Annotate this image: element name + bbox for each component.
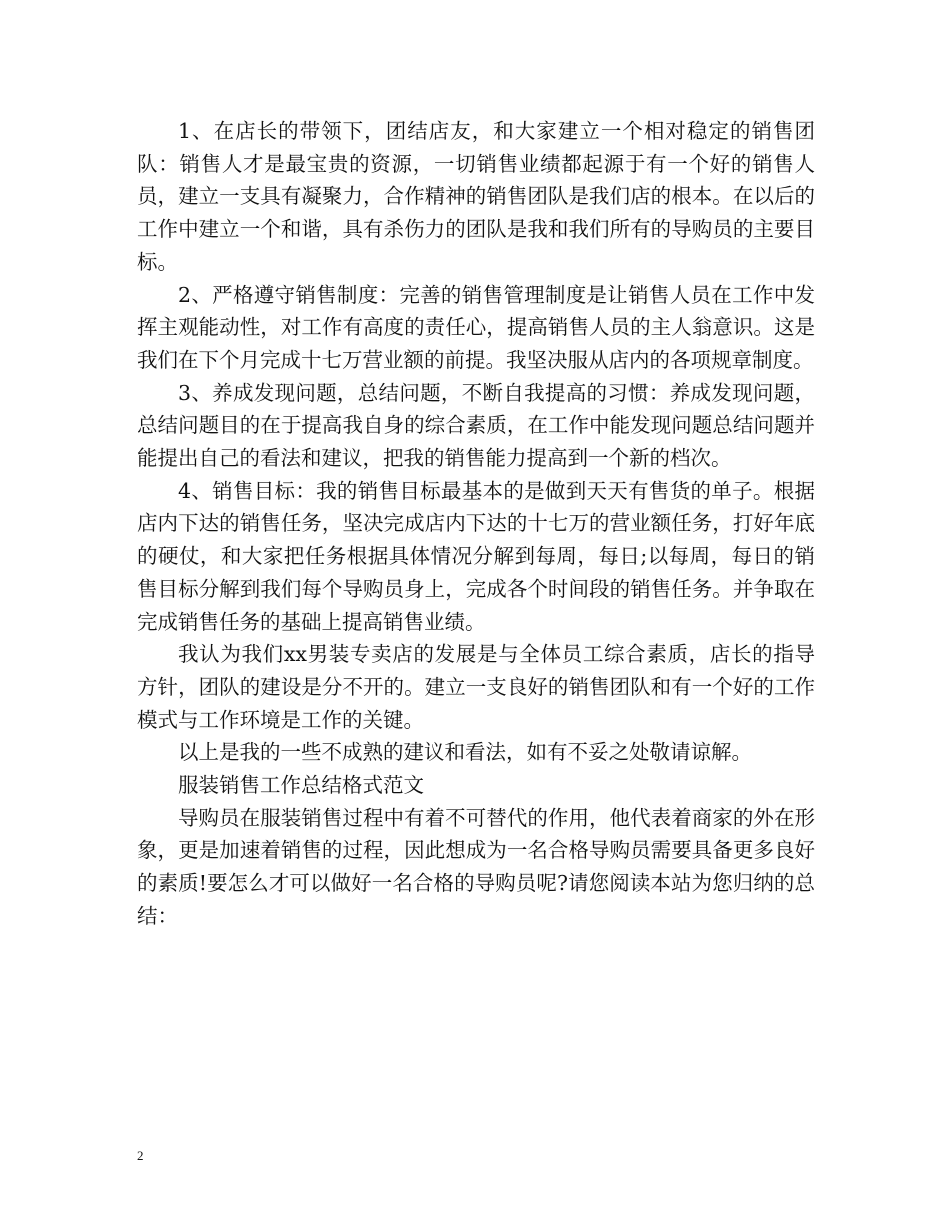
paragraph-item-2: 2、严格遵守销售制度：完善的销售管理制度是让销售人员在工作中发挥主观能动性，对工作有高度的责任心，提高销售人员的主人翁意识。这是我们在下个月完成十七万营业额的前提。我坚决服从店内的各项规章制度。 <box>137 282 815 372</box>
paragraph-conclusion: 我认为我们xx男装专卖店的发展是与全体员工综合素质，店长的指导方针，团队的建设是分不开的。建立一支良好的销售团队和有一个好的工作模式与工作环境是工作的关键。 <box>137 642 815 732</box>
paragraph-item-3: 3、养成发现问题，总结问题，不断自我提高的习惯：养成发现问题，总结问题目的在于提高我自身的综合素质，在工作中能发现问题总结问题并能提出自己的看法和建议，把我的销售能力提高到一个新的档次。 <box>137 380 815 471</box>
page-number: 2 <box>137 1148 144 1163</box>
document-body <box>137 115 815 933</box>
paragraph-item-1: 1、在店长的带领下，团结店友，和大家建立一个相对稳定的销售团队：销售人才是最宝贵的资源，一切销售业绩都起源于有一个好的销售人员，建立一支具有凝聚力，合作精神的销售团队是我们店的根本。在以后的工作中建立一个和谐，具有杀伤力的团队是我和我们所有的导购员的主要目标。 <box>137 119 815 274</box>
paragraph-intro: 导购员在服装销售过程中有着不可替代的作用，他代表着商家的外在形象，更是加速着销售的过程，因此想成为一名合格导购员需要具备更多良好的素质!要怎么才可以做好一名合格的导购员呢?请您阅读本站为您归纳的总结： <box>137 805 815 928</box>
paragraph-item-4: 4、销售目标：我的销售目标最基本的是做到天天有售货的单子。根据店内下达的销售任务，坚决完成店内下达的十七万的营业额任务，打好年底的硬仗，和大家把任务根据具体情况分解到每周，每日;以每周，每日的销售目标分解到我们每个导购员身上，完成各个时间段的销售任务。并争取在完成销售任务的基础上提高销售业绩。 <box>137 478 815 634</box>
paragraph-closing: 以上是我的一些不成熟的建议和看法，如有不妥之处敬请谅解。 <box>178 740 752 765</box>
section-heading: 服装销售工作总结格式范文 <box>178 773 424 798</box>
